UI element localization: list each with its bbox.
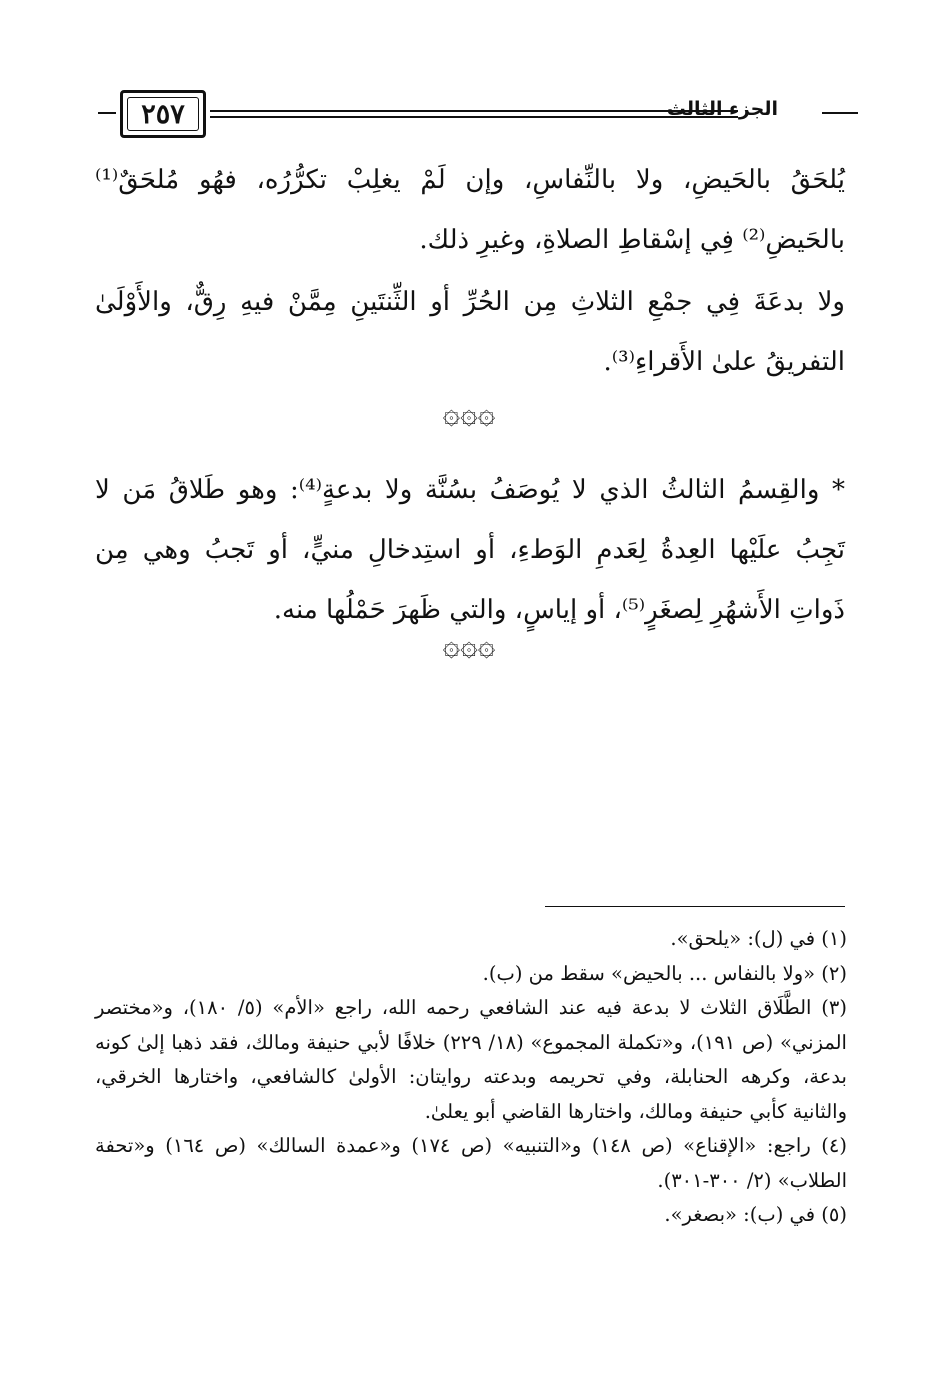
- body-paragraph-3: * والقِسمُ الثالثُ الذي لا يُوصَفُ بسُنَّة ولا بدعةٍ⁽⁴⁾: وهو طَلاقُ مَن لا تَجِبُ علَيْها العِدةُ لِعَدمِ الوَطءِ، أو استِدخالِ منيٍّ، أو تَجبُ وهي مِن ذَواتِ الأَشهُرِ لِصغَرٍ⁽⁵⁾، أو إياسٍ، والتي ظَهرَ حَمْلُها منه.: [95, 475, 845, 625]
- header-rule-top: [210, 110, 738, 112]
- footnote-2: (٢) «ولا بالنفاس ... بالحيض» سقط من (ب).: [482, 961, 847, 985]
- section-separator-1: ۞۞۞: [442, 396, 496, 431]
- footnote-3: (٣) الطَّلَاق الثلاث لا بدعة فيه عند الشافعي رحمه الله، راجع «الأم» (٥/ ١٨٠)، و«مختصر المزني» (ص ١٩١)، و«تكملة المجموع» (١٨/ ٢٢٩) خلافًا لأبي حنيفة ومالك، فقد ذهبا إلىٰ كونه بدعة، وكرهه الحنابلة، وفي تحريمه وبدعته روايتان: الأولىٰ كالشافعي، واختارها الخرقي، والثانية كأبي حنيفة ومالك، واختارها القاضي أبو يعلىٰ.: [95, 996, 847, 1123]
- footnotes: [95, 922, 847, 1233]
- footnote-divider: [545, 906, 845, 907]
- body-paragraph-2: ولا بدعَةَ فِي جمْعِ الثلاثِ مِن الحُرِّ أو الثِّنتَينِ مِمَّنْ فيهِ رِقٌّ، والأَوْلَىٰ التفريقُ علىٰ الأَقراءِ⁽³⁾.: [95, 287, 845, 377]
- header-rule-left: [98, 112, 116, 114]
- footnote-5: (٥) في (ب): «بصغر».: [664, 1203, 847, 1226]
- header-rule-right: [822, 112, 858, 114]
- header-rule-bottom: [210, 116, 738, 118]
- footnote-4: (٤) راجع: «الإقناع» (ص ١٤٨) و«التنبيه» (ص ١٧٤) و«عمدة السالك» (ص ١٦٤) و«تحفة الطلاب» (٢/ ٣٠٠-٣٠١).: [95, 1134, 847, 1192]
- section-separator-2: ۞۞۞: [442, 628, 496, 663]
- running-title: الجزء الثالث: [666, 98, 778, 120]
- page-number-box: [120, 90, 206, 138]
- page-header: [98, 88, 858, 148]
- footnote-1: (١) في (ل): «يلحق».: [670, 927, 847, 950]
- page-number: ٢٥٧: [127, 97, 199, 131]
- body-paragraph-1: يُلحَقُ بالحَيضِ، ولا بالنِّفاسِ، وإن لَمْ يغلِبْ تكرُّرُه، فهُو مُلحَقٌ⁽¹⁾ بالحَيضِ⁽²⁾ فِي إسْقاطِ الصلاةِ، وغيرِ ذلك.: [95, 165, 845, 255]
